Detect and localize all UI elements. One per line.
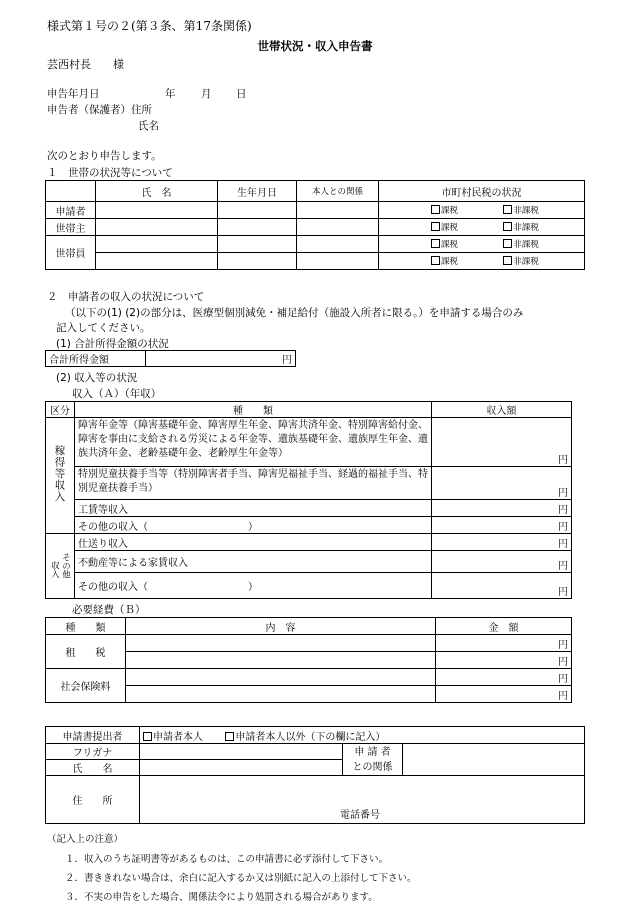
address-label: 申告者（保護者）住所: [47, 104, 152, 116]
name-cell[interactable]: [96, 253, 218, 270]
subsection1-heading: (1) 合計所得金額の状況: [56, 338, 169, 350]
furigana-label: フリガナ: [46, 744, 140, 760]
checkbox[interactable]: [503, 256, 512, 265]
header-relation: 本人との関係: [297, 181, 379, 202]
expense-amount-cell[interactable]: 円: [436, 635, 572, 652]
income-table: [45, 401, 572, 599]
submitter-table: [45, 726, 585, 824]
option-self: 申請者本人: [153, 731, 203, 743]
total-income-table: [45, 350, 296, 367]
relation-label: 申 請 者 との関係: [343, 744, 403, 776]
submitter-options: [140, 727, 585, 744]
expense-content-cell[interactable]: [126, 669, 436, 686]
relation-cell[interactable]: [297, 202, 379, 219]
income-row-remittance: 仕送り収入: [75, 534, 432, 551]
month-label: 月: [201, 88, 212, 100]
amount-cell[interactable]: 円: [432, 467, 572, 500]
relation-cell[interactable]: [297, 219, 379, 236]
day-label: 日: [236, 88, 247, 100]
income-heading: 収入（Ａ）（年収）: [72, 388, 162, 400]
relation-cell[interactable]: [297, 253, 379, 270]
intro-text: 次のとおり申告します。: [47, 150, 162, 162]
date-label: 申告年月日: [47, 88, 100, 100]
relation-field[interactable]: [403, 744, 585, 776]
total-income-label: 合計所得金額: [46, 351, 146, 367]
amount-cell[interactable]: 円: [432, 551, 572, 573]
expense-heading: 必要経費（Ｂ）: [72, 604, 146, 616]
row-label-applicant: 申請者: [46, 202, 96, 219]
submitter-address-label: 住 所: [46, 776, 140, 824]
amount-cell[interactable]: 円: [432, 573, 572, 599]
expense-header-type: 種 類: [46, 618, 126, 635]
expense-amount-cell[interactable]: 円: [436, 652, 572, 669]
income-row-wages: 工賃等収入: [75, 500, 432, 517]
header-type: 種 類: [75, 402, 432, 418]
other-income-label: 収入 その他: [46, 534, 75, 599]
subsection2-heading: (2) 収入等の状況: [56, 372, 138, 384]
submitter-label: 申請書提出者: [46, 727, 140, 744]
amount-cell[interactable]: 円: [432, 534, 572, 551]
header-birthdate: 生年月日: [218, 181, 297, 202]
submitter-address-field[interactable]: [140, 776, 585, 824]
expense-amount-cell[interactable]: 円: [436, 669, 572, 686]
name-label: 氏名: [138, 120, 159, 132]
row-label-member: 世帯員: [46, 236, 96, 270]
checkbox-self[interactable]: [143, 732, 152, 741]
header-amount: 収入額: [432, 402, 572, 418]
section2-heading: ２ 申請者の収入の状況について: [47, 291, 205, 303]
notes-heading: （記入上の注意）: [47, 834, 124, 845]
birth-cell[interactable]: [218, 202, 297, 219]
birth-cell[interactable]: [218, 236, 297, 253]
relation-cell[interactable]: [297, 236, 379, 253]
note-item-3: ３．不実の申告をした場合、関係法令により処罰される場合があります。: [65, 892, 378, 903]
phone-label: 電話番号: [340, 810, 380, 821]
tax-cell: 課税 非課税: [379, 219, 585, 236]
section2-note-line1: （以下の(1) (2)の部分は、医療型個別減免・補足給付（施設入所者に限る。）を申請する場合のみ: [65, 307, 524, 319]
note-item-1: １．収入のうち証明書等があるものは、この申請書に必ず添付して下さい。: [65, 854, 389, 865]
year-label: 年: [165, 88, 176, 100]
checkbox[interactable]: [503, 222, 512, 231]
form-number: 様式第１号の２(第３条、第17条関係): [47, 19, 252, 33]
tax-cell: 課税 非課税: [379, 202, 585, 219]
expense-content-cell[interactable]: [126, 652, 436, 669]
name-cell[interactable]: [96, 202, 218, 219]
total-income-value[interactable]: 円: [146, 351, 296, 367]
name-cell[interactable]: [96, 236, 218, 253]
expense-amount-cell[interactable]: 円: [436, 686, 572, 703]
earned-income-label: 稼得等収入: [46, 418, 75, 534]
submitter-name-field[interactable]: [140, 760, 343, 776]
checkbox-other[interactable]: [225, 732, 234, 741]
checkbox[interactable]: [503, 239, 512, 248]
expense-header-amount: 金 額: [436, 618, 572, 635]
income-row-other1: その他の収入（ ）: [75, 517, 432, 534]
header-name: 氏 名: [96, 181, 218, 202]
header-category: 区分: [46, 402, 75, 418]
section2-note-line2: 記入してください。: [56, 322, 151, 334]
birth-cell[interactable]: [218, 253, 297, 270]
header-tax-status: 市町村民税の状況: [379, 181, 585, 202]
checkbox[interactable]: [431, 222, 440, 231]
income-row-rent: 不動産等による家賃収入: [75, 551, 432, 573]
header-blank: [46, 181, 96, 202]
option-other: 申請者本人以外（下の欄に記入）: [235, 731, 386, 743]
income-row-pension: 障害年金等（障害基礎年金、障害厚生年金、障害共済年金、特別障害給付金、障害を事由に支給される労災による年金等、遺族基礎年金、遺族厚生年金、遺族共済年金、老齢基礎年金、老齢厚生年金等）: [75, 418, 432, 467]
submitter-name-label: 氏 名: [46, 760, 140, 776]
row-label-head: 世帯主: [46, 219, 96, 236]
expense-content-cell[interactable]: [126, 635, 436, 652]
name-cell[interactable]: [96, 219, 218, 236]
page-title: 世帯状況・収入申告書: [257, 39, 373, 53]
expense-row-tax: 租 税: [46, 635, 126, 669]
income-row-allowance: 特別児童扶養手当等（特別障害者手当、障害児福祉手当、経過的福祉手当、特別児童扶養手当）: [75, 467, 432, 500]
note-item-2: ２．書ききれない場合は、余白に記入するか又は別紙に記入の上添付して下さい。: [65, 873, 417, 884]
furigana-field[interactable]: [140, 744, 343, 760]
amount-cell[interactable]: 円: [432, 517, 572, 534]
addressee: 芸西村長 様: [47, 58, 124, 71]
amount-cell[interactable]: 円: [432, 418, 572, 467]
tax-cell: 課税 非課税: [379, 253, 585, 270]
checkbox[interactable]: [503, 205, 512, 214]
expense-content-cell[interactable]: [126, 686, 436, 703]
expense-table: [45, 617, 572, 703]
expense-row-insurance: 社会保険料: [46, 669, 126, 703]
checkbox[interactable]: [431, 239, 440, 248]
section1-heading: １ 世帯の状況等について: [47, 167, 173, 179]
amount-cell[interactable]: 円: [432, 500, 572, 517]
household-table: [45, 180, 585, 270]
birth-cell[interactable]: [218, 219, 297, 236]
tax-cell: 課税 非課税: [379, 236, 585, 253]
checkbox[interactable]: [431, 205, 440, 214]
checkbox[interactable]: [431, 256, 440, 265]
expense-header-content: 内 容: [126, 618, 436, 635]
income-row-other2: その他の収入（ ）: [75, 573, 432, 599]
